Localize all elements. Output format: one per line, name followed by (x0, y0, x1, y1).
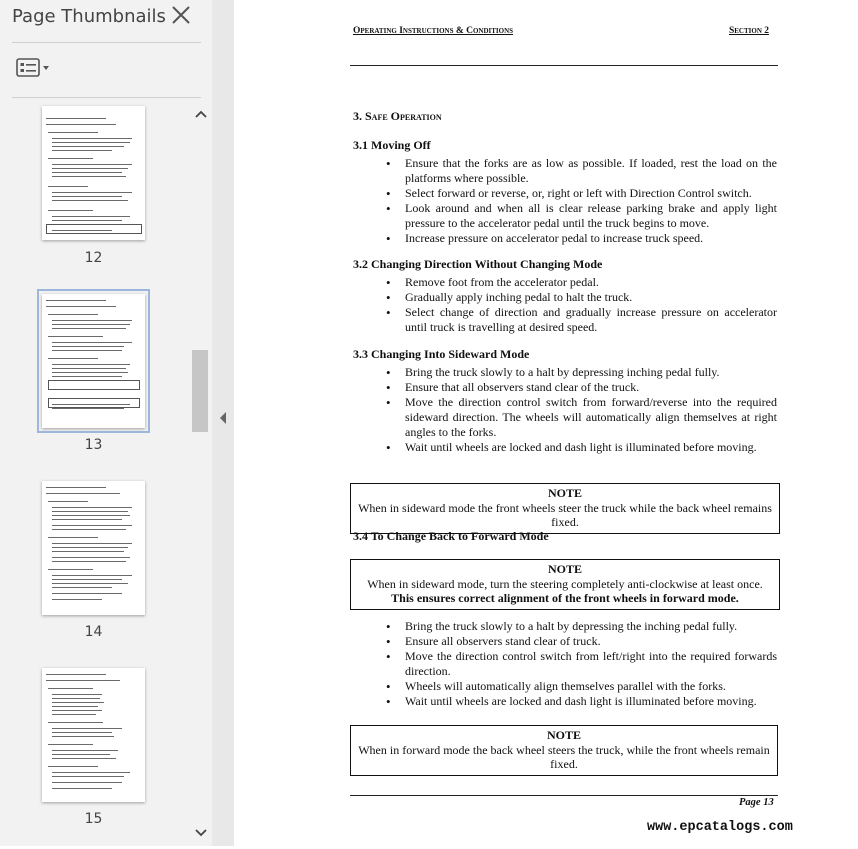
chevron-left-icon (218, 410, 228, 426)
bullet-list (373, 365, 777, 455)
thumbnail-text-line (52, 732, 112, 733)
list-item: • Bring the truck slowly to a halt by depressing the inching pedal fully. (373, 619, 777, 634)
thumbnail-text-line (52, 575, 132, 576)
thumbnail-text-line (46, 674, 106, 675)
thumbnail-text-line (52, 710, 102, 711)
header-rule (350, 65, 778, 66)
scrollbar-thumb[interactable] (192, 350, 208, 432)
list-item: • Ensure all observers stand clear of truck. (373, 634, 777, 649)
bullet-list (373, 619, 777, 709)
main-heading: 3. Safe Operation (353, 109, 442, 123)
thumbnail-text-line (52, 551, 124, 552)
thumbnail-text-line (46, 680, 120, 681)
thumbnail-text-line (46, 118, 106, 119)
list-item: • Ensure that the forks are as low as possible. If loaded, rest the load on the platforms where possible. (373, 156, 777, 186)
thumbnail-options-button[interactable] (14, 57, 54, 79)
thumbnail-text-line (48, 744, 93, 745)
thumbnail-text-line (52, 557, 130, 558)
thumbnail-text-line (46, 306, 116, 307)
note-title: NOTE (547, 562, 582, 576)
document-page (234, 0, 858, 846)
section-heading: 3.1 Moving Off (353, 138, 431, 152)
thumbnails-panel (0, 0, 212, 846)
panel-divider (12, 42, 201, 43)
thumbnail-text-line (48, 132, 98, 133)
thumbnail-text-line (52, 146, 124, 147)
note-box (350, 559, 780, 610)
footer-rule (350, 795, 778, 796)
thumbnail-text-line (52, 525, 132, 526)
thumbnail-text-line (48, 501, 88, 502)
header-section: Section 2 (728, 26, 769, 36)
thumbnail-text-line (52, 220, 122, 221)
thumbnail-text-line (52, 176, 126, 177)
page-thumbnail-15[interactable] (42, 668, 145, 802)
thumbnail-text-line (52, 200, 128, 201)
thumbnail-text-line (52, 772, 130, 773)
thumbnail-text-line (48, 158, 93, 159)
thumbnail-scrollbar[interactable] (190, 104, 212, 846)
list-item: • Select change of direction and gradually increase pressure on accelerator until truck is travelling at desired speed. (373, 305, 777, 335)
panel-divider (12, 97, 201, 98)
thumbnail-text-line (48, 336, 103, 337)
thumbnail-text-line (52, 698, 100, 699)
note-bold-text: This ensures correct alignment of the front wheels in forward mode. (391, 591, 739, 605)
thumbnail-text-line (52, 599, 102, 600)
section-heading: 3.3 Changing Into Sideward Mode (353, 347, 530, 361)
thumbnail-text-line (52, 164, 132, 165)
list-item: • Move the direction control switch from left/right into the required forwards direction. (373, 649, 777, 679)
thumbnail-text-line (52, 519, 122, 520)
chevron-up-icon (190, 104, 212, 124)
thumbnail-text-line (52, 728, 122, 729)
thumbnail-text-line (52, 350, 122, 351)
thumbnail-text-line (52, 372, 128, 373)
thumbnail-text-line (52, 754, 110, 755)
thumbnail-text-line (52, 547, 128, 548)
thumbnail-text-line (52, 376, 122, 377)
panel-splitter[interactable] (212, 0, 234, 846)
thumbnail-text-line (52, 782, 122, 783)
thumbnail-text-line (52, 138, 132, 139)
thumbnail-text-line (52, 706, 98, 707)
thumbnail-text-line (52, 368, 126, 369)
thumbnail-text-line (52, 758, 116, 759)
thumbnail-text-line (52, 192, 132, 193)
note-box (350, 483, 780, 534)
thumbnail-text-line (52, 529, 126, 530)
page-thumbnail-13[interactable] (42, 294, 145, 428)
thumbnail-text-line (52, 583, 128, 584)
close-icon (168, 2, 194, 28)
thumbnail-text-line (52, 593, 122, 594)
thumbnail-text-line (48, 766, 98, 767)
section-heading: 3.2 Changing Direction Without Changing Mode (353, 257, 603, 271)
thumbnail-list (0, 104, 190, 846)
thumbnail-text-line (52, 150, 112, 151)
thumbnail-text-line (48, 358, 98, 359)
section-heading: 3.4 To Change Back to Forward Mode (353, 529, 549, 543)
thumbnail-text-line (52, 750, 118, 751)
thumbnail-text-line (52, 579, 122, 580)
list-item: • Select forward or reverse, or, right or left with Direction Control switch. (373, 186, 777, 201)
thumbnail-text-line (52, 511, 128, 512)
thumbnail-text-line (46, 124, 116, 125)
thumbnail-text-line (52, 216, 130, 217)
thumbnail-text-line (52, 168, 128, 169)
thumbnail-page-number: 12 (84, 250, 103, 266)
thumbnail-text-line (52, 776, 124, 777)
watermark-text: www.epcatalogs.com (647, 820, 793, 835)
note-box (350, 725, 778, 776)
note-title: NOTE (547, 486, 582, 500)
thumbnail-page-number: 15 (84, 811, 103, 827)
panel-title: Page Thumbnails (12, 6, 166, 27)
chevron-down-icon (190, 822, 212, 844)
note-text: When in sideward mode the front wheels steer the truck while the back wheel remains fixed. (358, 500, 772, 529)
page-thumbnail-12[interactable] (42, 106, 145, 240)
list-item: • Look around and when all is clear release parking brake and apply light pressure to the accelerator pedal until the truck begins to move. (373, 201, 777, 231)
thumbnail-text-line (52, 702, 104, 703)
thumbnail-page-number: 13 (84, 437, 103, 453)
thumbnail-page-number: 14 (84, 624, 103, 640)
note-text: When in forward mode the back wheel steers the truck, while the front wheels remain fixed. (358, 742, 770, 771)
list-item: • Move the direction control switch from forward/reverse into the required sideward direction. The wheels will automatically align themselves at right angles to the forks. (373, 395, 777, 440)
thumbnail-note-box (46, 224, 142, 234)
thumbnail-note-box (48, 398, 140, 408)
thumbnail-text-line (52, 507, 132, 508)
thumbnail-text-line (52, 788, 112, 789)
thumbnail-text-line (48, 210, 93, 211)
collapse-panel-button[interactable] (218, 410, 228, 426)
thumbnail-options-icon (14, 57, 54, 79)
thumbnail-text-line (46, 493, 120, 494)
thumbnail-note-box (48, 380, 140, 390)
list-item: • Remove foot from the accelerator pedal. (373, 275, 777, 290)
thumbnail-text-line (46, 487, 106, 488)
thumbnail-text-line (52, 408, 124, 409)
thumbnail-text-line (52, 543, 132, 544)
thumbnail-text-line (48, 186, 88, 187)
thumbnail-text-line (52, 196, 122, 197)
thumbnail-text-line (52, 346, 124, 347)
bullet-list (373, 156, 777, 246)
thumbnail-text-line (48, 314, 98, 315)
list-item: • Wait until wheels are locked and dash light is illuminated before moving. (373, 440, 777, 455)
thumbnail-text-line (52, 714, 96, 715)
thumbnail-text-line (48, 688, 93, 689)
note-title: NOTE (546, 728, 581, 742)
thumbnail-text-line (52, 694, 102, 695)
thumbnail-text-line (52, 172, 122, 173)
thumbnail-text-line (52, 320, 132, 321)
thumbnail-text-line (48, 722, 103, 723)
list-item: • Wait until wheels are locked and dash light is illuminated before moving. (373, 694, 777, 709)
thumbnail-text-line (52, 561, 126, 562)
thumbnail-text-line (52, 142, 130, 143)
thumbnail-text-line (48, 569, 93, 570)
thumbnail-text-line (52, 587, 112, 588)
scroll-down-button[interactable] (190, 822, 212, 844)
note-text: When in sideward mode, turn the steering completely anti-clockwise at least once. (367, 576, 763, 591)
thumbnail-text-line (52, 324, 130, 325)
thumbnail-text-line (46, 300, 106, 301)
thumbnail-text-line (52, 364, 130, 365)
bullet-list (373, 275, 777, 335)
page-number-label: Page 13 (739, 797, 774, 808)
list-item: • Ensure that all observers stand clear of the truck. (373, 380, 777, 395)
thumbnail-text-line (52, 736, 114, 737)
list-item: • Increase pressure on accelerator pedal to increase truck speed. (373, 231, 777, 246)
thumbnail-text-line (52, 328, 126, 329)
list-item: • Bring the truck slowly to a halt by depressing inching pedal fully. (373, 365, 777, 380)
scroll-up-button[interactable] (190, 104, 212, 124)
list-item: • Wheels will automatically align themselves parallel with the forks. (373, 679, 777, 694)
page-thumbnail-14[interactable] (42, 481, 145, 615)
thumbnail-text-line (48, 537, 98, 538)
page-header (353, 26, 769, 38)
close-panel-button[interactable] (168, 2, 194, 28)
list-item: • Gradually apply inching pedal to halt the truck. (373, 290, 777, 305)
thumbnail-text-line (52, 515, 130, 516)
header-title: Operating Instructions & Conditions (353, 26, 514, 36)
thumbnail-text-line (52, 342, 132, 343)
